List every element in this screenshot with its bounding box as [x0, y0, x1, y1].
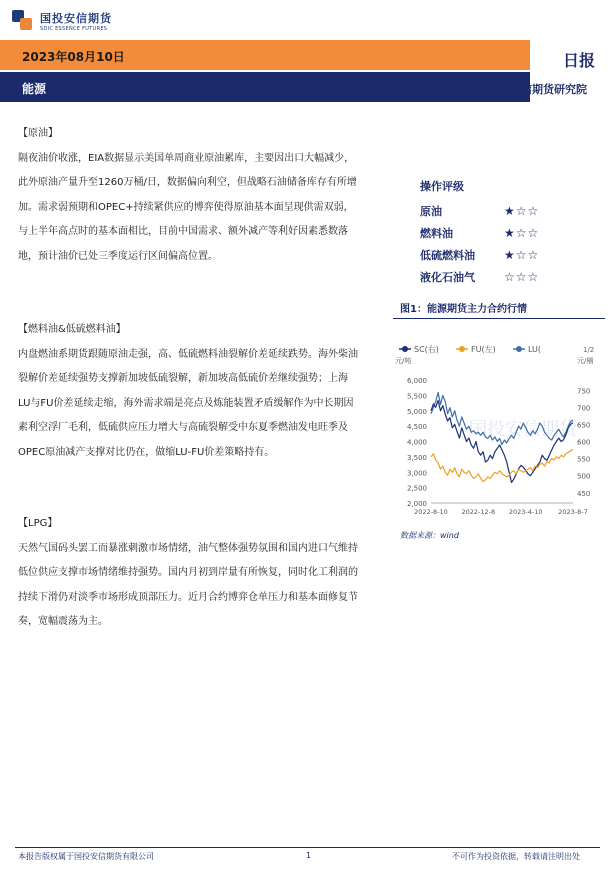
right-tick-label: 650: [577, 421, 591, 430]
section-heading: 【原油】: [18, 128, 58, 139]
logo-english-name: SDIC ESSENCE FUTURES: [40, 26, 108, 32]
rating-row: [420, 244, 580, 266]
rating-row: [420, 222, 580, 244]
legend-page: 1/2: [583, 346, 595, 354]
left-tick-label: 5,500: [406, 392, 427, 401]
left-tick-label: 6,000: [406, 377, 427, 385]
section-fuel-oil: [18, 318, 358, 465]
section-body: 天然气国码头罢工而暴涨刺激市场情绪，油气整体强势氛围和国内进口气维持低位供应支撑市场情绪维持强势。国内月初到岸量有所恢复，同时化工利润的持续下滑仍对淡季市场形成顶部压力。近月合约博弈仓单压力和基本面修复节奏，宽幅震荡为主。: [18, 542, 358, 627]
left-tick-label: 3,000: [406, 469, 427, 478]
legend-label: FU(左): [471, 345, 496, 354]
figure-title: 图1：能源期货主力合约行情: [400, 304, 527, 315]
section-lpg: [18, 512, 358, 635]
right-tick-label: 700: [577, 404, 591, 413]
section-crude-oil: [18, 122, 358, 269]
legend-marker: [516, 346, 522, 352]
institute-name: 国投安信期货研究院: [488, 83, 587, 96]
rating-product: 低硫燃料油: [420, 249, 475, 262]
logo-name: 国投安信期货: [40, 12, 112, 25]
left-tick-label: 5,000: [406, 407, 427, 416]
right-tick-label: 550: [577, 455, 591, 464]
left-tick-label: 3,500: [406, 453, 427, 462]
x-tick-label: 2022-12-8: [461, 508, 496, 516]
star-rating-icon: ★☆☆: [504, 248, 540, 262]
report-sector: 能源: [22, 82, 47, 96]
right-tick-label: 600: [577, 438, 591, 447]
rating-product: 原油: [420, 205, 442, 218]
right-tick-label: 500: [577, 472, 591, 481]
footer-divider: [15, 847, 600, 848]
section-heading: 【LPG】: [18, 518, 58, 529]
x-tick-label: 2023-4-10: [508, 508, 543, 516]
star-rating-icon: ☆☆☆: [504, 270, 540, 284]
section-body: 内盘燃油系期货跟随原油走强，高、低硫燃料油裂解价差延续跌势。海外柴油裂解价差延续强势支撑新加坡低硫裂解，新加坡高低硫价差继续强势；上海LU与FU价差延续走缩，海外需求端是亮点及炼能装置矛盾缓解作为中长期因素利空浮厂毛利，低硫供应压力增大与高硫裂解受中东夏季燃油发电旺季及OPEC原油减产支撑对比仍在，做缩LU-FU价差策略持有。: [18, 348, 358, 458]
left-tick-label: 2,500: [406, 484, 427, 493]
logo-mark-icon: [12, 10, 34, 32]
report-date: 2023年08月10日: [22, 50, 125, 64]
company-logo: [12, 10, 112, 32]
section-heading: 【燃料油&低硫燃料油】: [18, 324, 126, 335]
watermark: 国投安信期货: [469, 419, 577, 440]
x-tick-label: 2023-8-7: [558, 508, 588, 516]
left-tick-label: 2,000: [406, 500, 427, 508]
rating-panel: [420, 178, 580, 288]
page-number: 1: [306, 851, 312, 860]
left-axis-unit: 元/吨: [395, 357, 412, 365]
rating-product: 液化石油气: [420, 271, 475, 284]
legend-marker: [459, 346, 465, 352]
right-tick-label: 750: [577, 387, 591, 396]
sector-bar: [0, 72, 530, 102]
legend-label: LU(: [528, 345, 542, 354]
rating-title: 操作评级: [420, 180, 464, 193]
right-tick-label: 450: [577, 489, 591, 498]
footer-disclaimer: 不可作为投资依据，转载请注明出处: [452, 852, 580, 861]
series-line-sc: [431, 401, 573, 483]
figure-divider: [393, 318, 605, 319]
report-type: 日报: [562, 51, 595, 70]
date-bar: [0, 40, 530, 70]
energy-futures-chart: [393, 335, 605, 525]
rating-row: [420, 266, 580, 288]
right-axis-unit: 元/桶: [577, 357, 594, 365]
x-tick-label: 2022-8-10: [414, 508, 448, 516]
data-source: 数据来源：wind: [400, 531, 459, 540]
star-rating-icon: ★☆☆: [504, 226, 540, 240]
rating-row: [420, 200, 580, 222]
left-tick-label: 4,500: [406, 423, 427, 432]
section-body: 隔夜油价收涨，EIA数据显示美国单周商业原油累库，主要因出口大幅减少，此外原油产量升至1260万桶/日，数据偏向利空，但战略石油储备库存有所增加。需求弱预期和OPEC+持续紧供应的博弈使得原油基本面呈现供需双弱，与上半年高点时的基本面相比，目前中国需求、额外减产等利好因素悉数落地，预计油价已处三季度运行区间偏高位置。: [18, 152, 357, 262]
legend-marker: [402, 346, 408, 352]
footer-copyright: 本报告版权属于国投安信期货有限公司: [18, 852, 154, 861]
legend-label: SC(右): [414, 345, 439, 354]
rating-product: 燃料油: [420, 227, 453, 240]
series-line-fu: [431, 449, 573, 481]
star-rating-icon: ★☆☆: [504, 204, 540, 218]
left-tick-label: 4,000: [406, 438, 427, 447]
